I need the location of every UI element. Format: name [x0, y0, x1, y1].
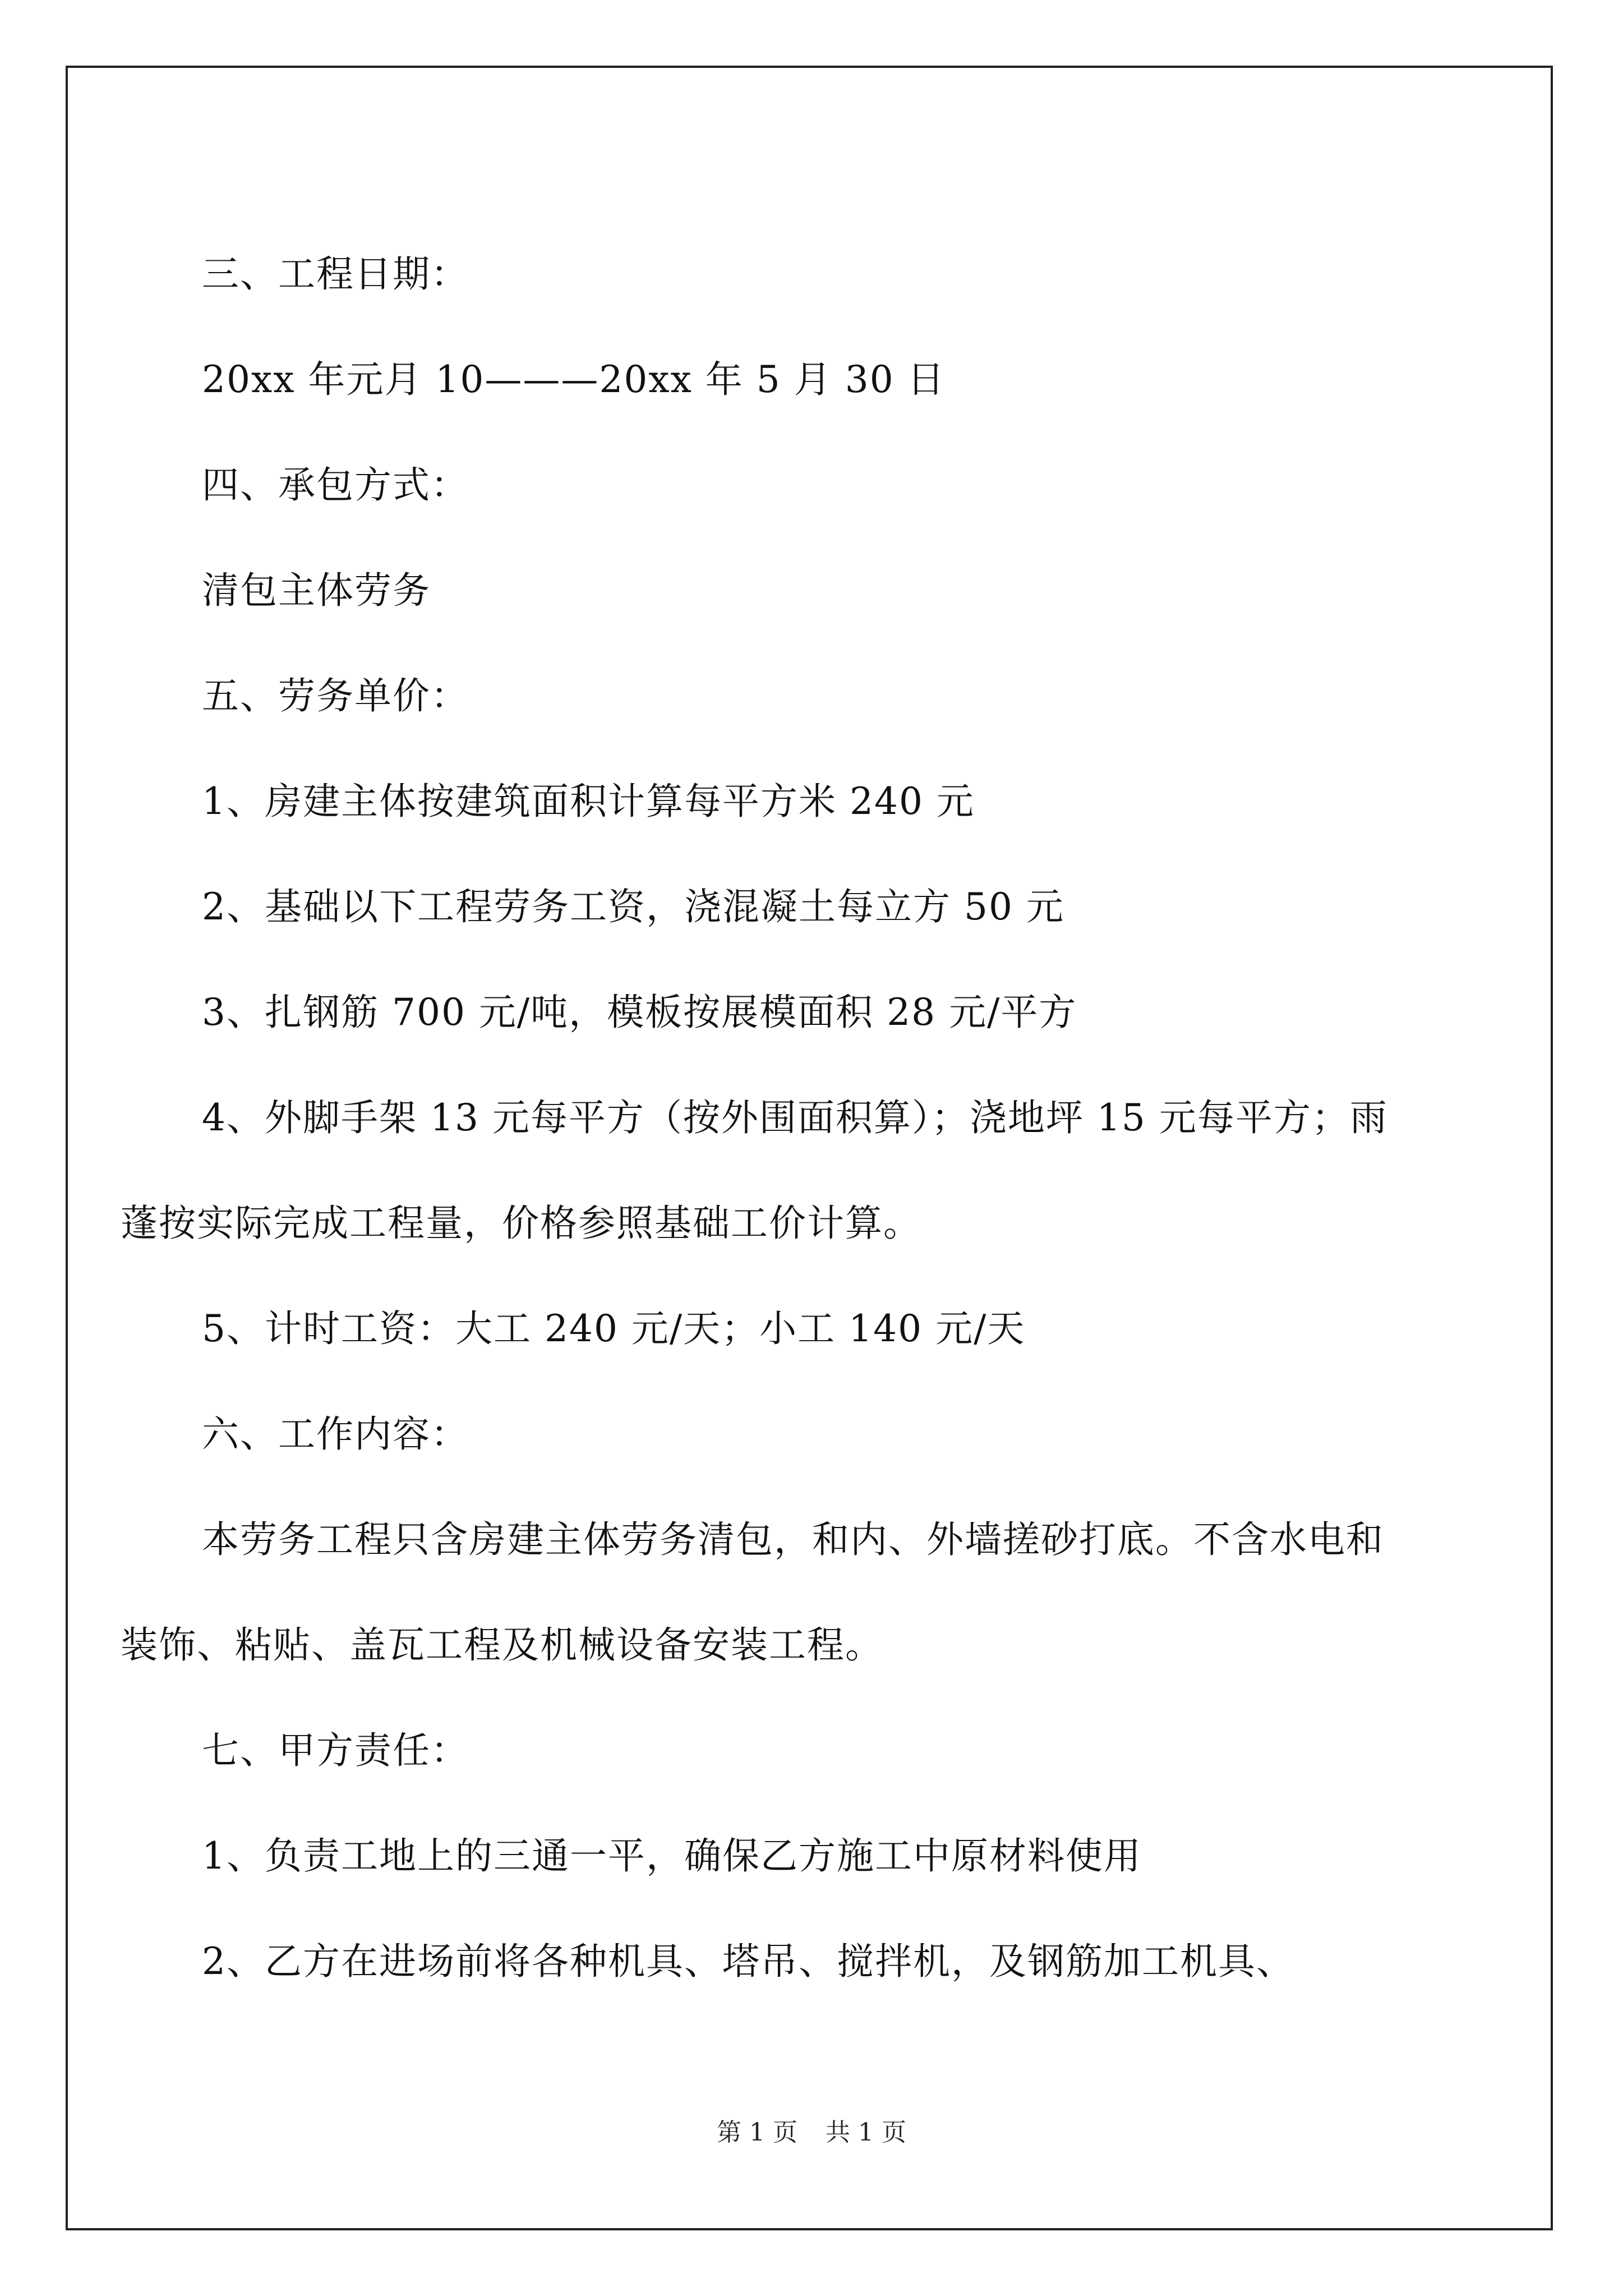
list-item: 2、乙方在进场前将各种机具、塔吊、搅拌机，及钢筋加工机具、	[202, 1940, 1294, 1983]
list-item: 1、负责工地上的三通一平，确保乙方施工中原材料使用	[202, 1834, 1142, 1878]
paragraph: 本劳务工程只含房建主体劳务清包，和内、外墙搓砂打底。不含水电和装饰、粘贴、盖瓦工程及机械设备安装工程。	[121, 1518, 1384, 1667]
document-body	[121, 222, 1475, 2014]
list-item: 3、扎钢筋 700 元/吨，模板按展模面积 28 元/平方	[202, 991, 1077, 1034]
page-total: 共 1 页	[826, 2118, 906, 2147]
section-heading: 七、甲方责任：	[202, 1729, 469, 1772]
section-heading: 五、劳务单价：	[202, 674, 469, 717]
section-heading: 三、工程日期：	[202, 252, 469, 296]
page-number: 第 1 页	[717, 2118, 797, 2147]
paragraph: 20xx 年元月 10———20xx 年 5 月 30 日	[202, 358, 946, 401]
section-heading: 六、工作内容：	[202, 1412, 469, 1456]
section-heading: 四、承包方式：	[202, 463, 469, 507]
paragraph: 清包主体劳务	[202, 569, 431, 612]
list-item: 1、房建主体按建筑面积计算每平方米 240 元	[202, 780, 975, 823]
list-item: 4、外脚手架 13 元每平方（按外围面积算）；浇地坪 15 元每平方；雨蓬按实际完成工程量，价格参照基础工价计算。	[121, 1096, 1388, 1245]
list-item: 2、基础以下工程劳务工资，浇混凝土每立方 50 元	[202, 885, 1064, 928]
list-item: 5、计时工资：大工 240 元/天；小工 140 元/天	[202, 1307, 1026, 1350]
page-footer	[0, 2116, 1623, 2150]
